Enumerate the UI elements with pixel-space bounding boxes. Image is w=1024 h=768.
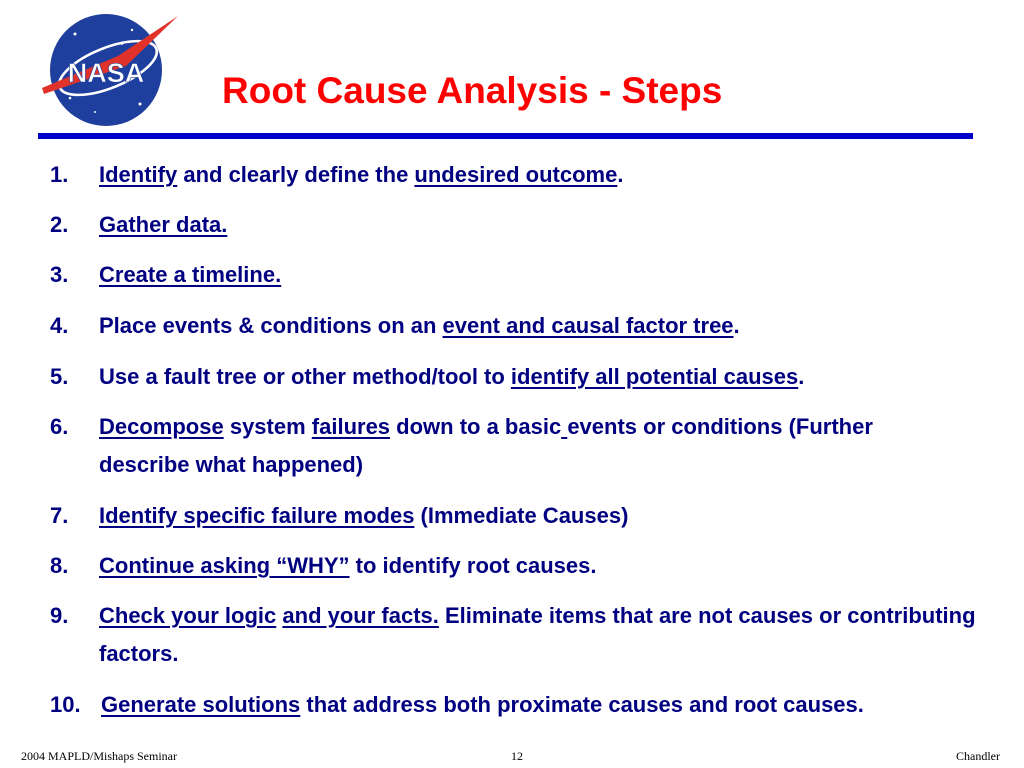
step-text: Decompose system failures down to a basic events or conditions (Further describe what happened): [99, 414, 873, 477]
step-number: 1.: [50, 162, 69, 187]
footer-author: Chandler: [956, 749, 1000, 763]
step-number: 10.: [50, 692, 81, 717]
step-number: 3.: [50, 262, 69, 287]
step-number: 4.: [50, 313, 69, 338]
step-number: 6.: [50, 414, 69, 439]
step-text: Check your logic and your facts. Eliminate items that are not causes or contributing factors.: [99, 603, 976, 666]
footer-page-number: 12: [511, 749, 523, 763]
step-number: 2.: [50, 212, 69, 237]
step-text: Use a fault tree or other method/tool to identify all potential causes.: [99, 364, 805, 389]
step-number: 7.: [50, 503, 69, 528]
step-text: Identify specific failure modes (Immediate Causes): [99, 503, 629, 528]
step-number: 5.: [50, 364, 69, 389]
step-text: Continue asking “WHY” to identify root causes.: [99, 553, 597, 578]
step-text: Identify and clearly define the undesired outcome.: [99, 162, 624, 187]
step-text: Gather data.: [99, 212, 228, 237]
step-text: Create a timeline.: [99, 262, 282, 287]
slide-title: Root Cause Analysis - Steps: [222, 70, 723, 111]
nasa-logo: [40, 12, 180, 130]
step-text: Generate solutions that address both proximate causes and root causes.: [101, 692, 864, 717]
nasa-logo-text: NASA: [67, 58, 145, 88]
step-number: 8.: [50, 553, 69, 578]
step-number: 9.: [50, 603, 69, 628]
title-divider: [38, 133, 973, 139]
footer-event: 2004 MAPLD/Mishaps Seminar: [21, 749, 177, 763]
step-text: Place events & conditions on an event and causal factor tree.: [99, 313, 740, 338]
